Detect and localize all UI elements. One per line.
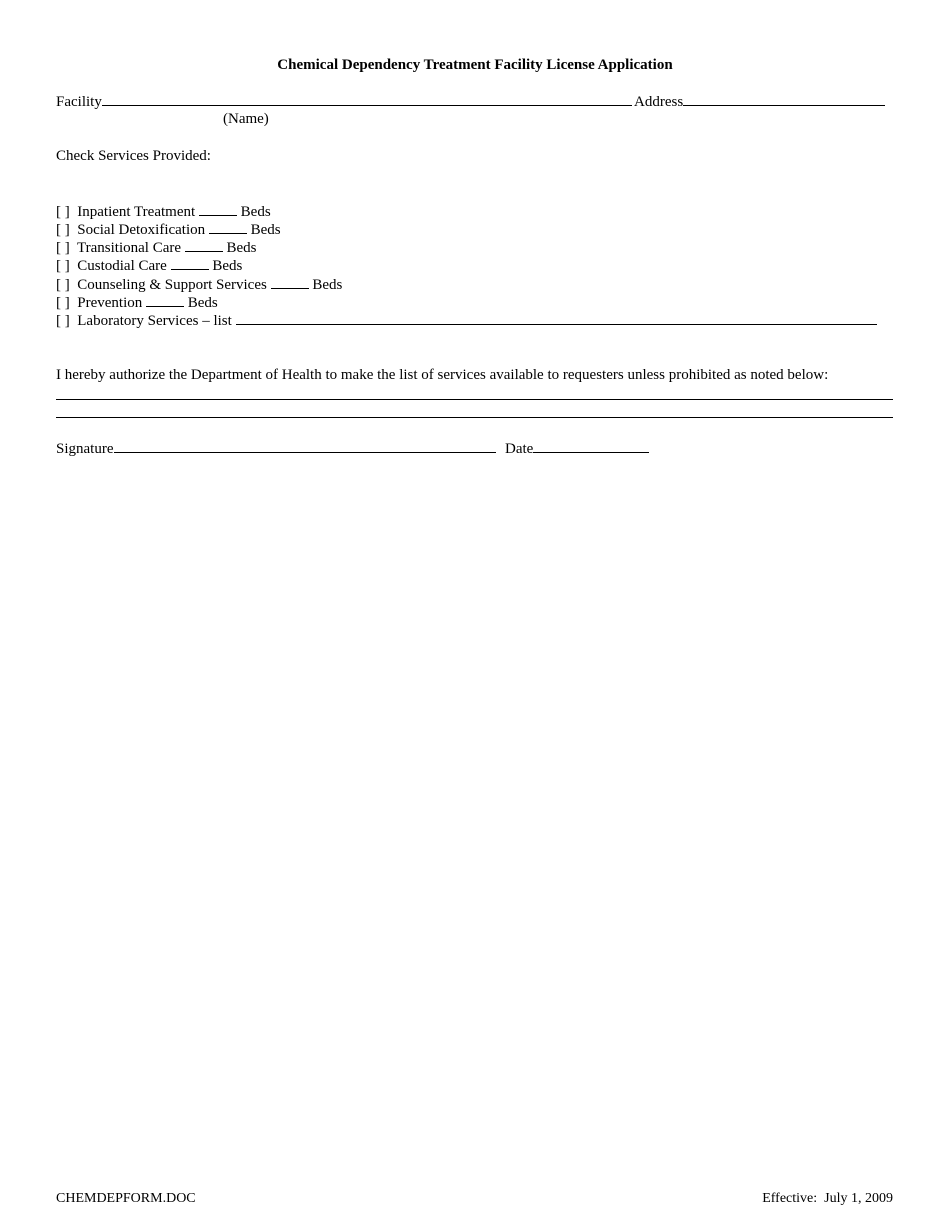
footer-doc-name: CHEMDEPFORM.DOC [56, 1191, 196, 1206]
date-label: Date [505, 441, 534, 457]
service-item-transitional [56, 238, 257, 257]
date-field [505, 439, 649, 458]
signature-label: Signature [56, 441, 114, 457]
footer-effective-date: Effective: July 1, 2009 [762, 1191, 893, 1206]
service-label: Laboratory Services – list [77, 313, 232, 329]
signature-blank[interactable] [114, 439, 496, 453]
beds-blank[interactable] [171, 256, 209, 270]
service-label: Social Detoxification [77, 222, 206, 238]
service-item-custodial [56, 256, 242, 275]
service-checkbox[interactable]: [ ] [56, 204, 70, 220]
authorization-text: I hereby authorize the Department of Health to make the list of services available to requesters unless prohibited as noted below: [56, 367, 829, 383]
service-checkbox[interactable]: [ ] [56, 277, 70, 293]
beds-blank[interactable] [271, 275, 309, 289]
address-label: Address [634, 94, 684, 110]
service-checkbox[interactable]: [ ] [56, 295, 70, 311]
service-item-social-detox [56, 220, 281, 239]
beds-blank[interactable] [209, 220, 247, 234]
beds-label: Beds [187, 295, 218, 311]
service-item-counseling [56, 275, 342, 294]
signature-field [56, 439, 496, 458]
service-checkbox[interactable]: [ ] [56, 240, 70, 256]
beds-label: Beds [240, 204, 271, 220]
beds-label: Beds [250, 222, 281, 238]
check-services-label: Check Services Provided: [56, 148, 211, 164]
service-checkbox[interactable]: [ ] [56, 258, 70, 274]
facility-field [56, 92, 632, 111]
address-field [634, 92, 885, 111]
service-label: Counseling & Support Services [77, 277, 267, 293]
address-blank[interactable] [683, 92, 885, 106]
prohibition-line-1[interactable] [56, 399, 893, 400]
page-title: Chemical Dependency Treatment Facility License Application [277, 57, 673, 73]
service-label: Custodial Care [77, 258, 167, 274]
service-label: Transitional Care [76, 240, 182, 256]
beds-blank[interactable] [185, 238, 223, 252]
lab-list-blank[interactable] [236, 311, 877, 325]
facility-name-blank[interactable] [102, 92, 632, 106]
service-checkbox[interactable]: [ ] [56, 222, 70, 238]
service-item-laboratory [56, 311, 877, 330]
beds-label: Beds [212, 258, 243, 274]
beds-label: Beds [312, 277, 343, 293]
service-label: Inpatient Treatment [77, 204, 196, 220]
prohibition-line-2[interactable] [56, 417, 893, 418]
beds-blank[interactable] [146, 293, 184, 307]
service-item-inpatient [56, 202, 271, 221]
name-caption: (Name) [223, 111, 269, 127]
facility-label: Facility [56, 94, 102, 110]
beds-blank[interactable] [199, 202, 237, 216]
service-label: Prevention [77, 295, 143, 311]
beds-label: Beds [226, 240, 257, 256]
service-checkbox[interactable]: [ ] [56, 313, 70, 329]
date-blank[interactable] [533, 439, 649, 453]
service-item-prevention [56, 293, 218, 312]
